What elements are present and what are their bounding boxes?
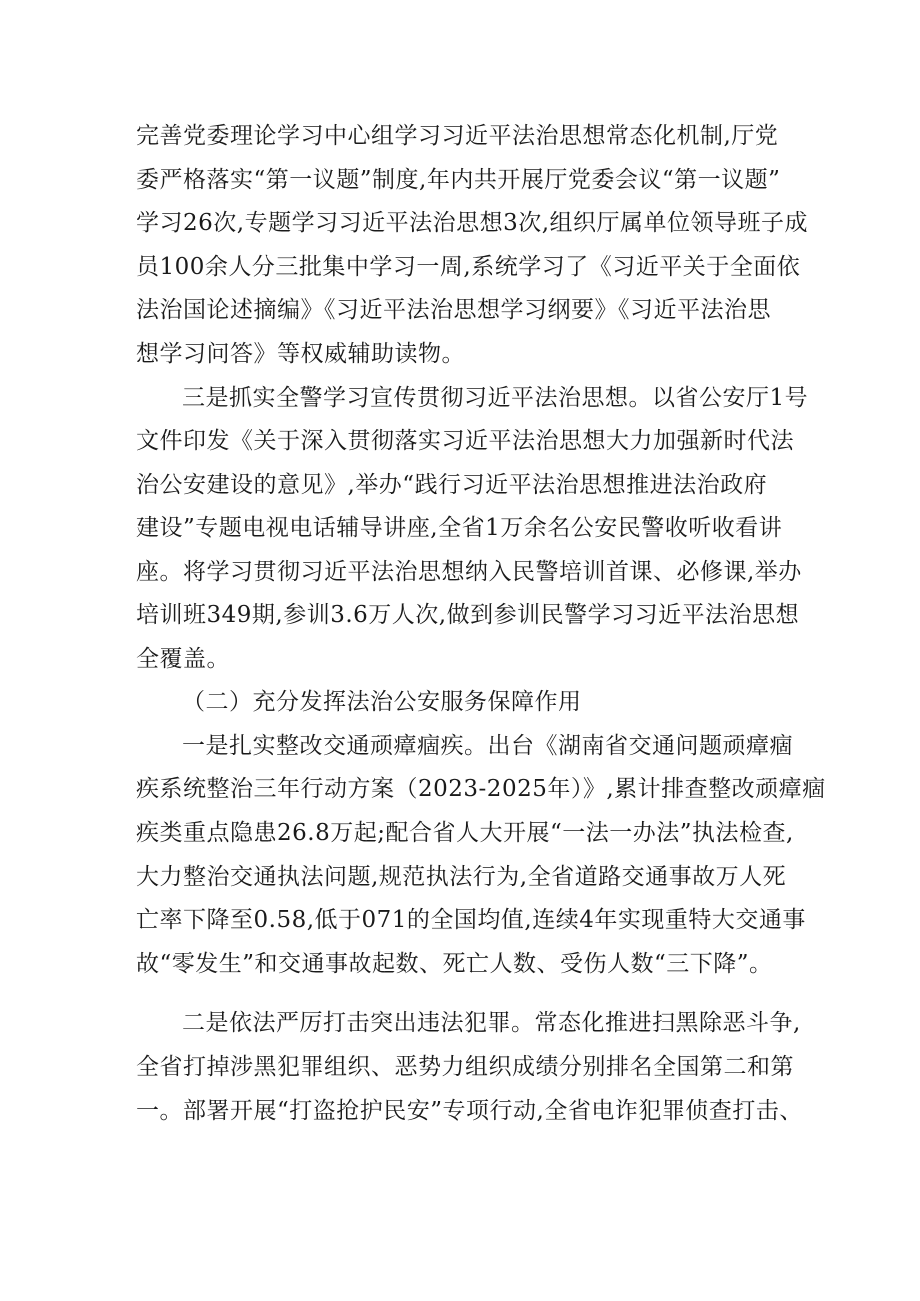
body-text-line: 一。部署开展“打盗抢护民安”专项行动,全省电诈犯罪侦查打击、 bbox=[136, 1098, 803, 1124]
body-text-line: 全覆盖。 bbox=[136, 646, 230, 672]
body-text-line: 文件印发《关于深入贯彻落实习近平法治思想大力加强新时代法 bbox=[136, 428, 794, 454]
body-text-line: 大力整治交通执法问题,规范执法行为,全省道路交通事故万人死 bbox=[136, 864, 787, 890]
body-text-line: 完善党委理论学习中心组学习习近平法治思想常态化机制,厅党 bbox=[136, 123, 779, 149]
body-text-line: 员100余人分三批集中学习一周,系统学习了《习近平关于全面依 bbox=[136, 254, 801, 280]
body-text-line: 疾系统整治三年行动方案（2023-2025年）》,累计排查整改顽瘴痼 bbox=[136, 776, 826, 802]
body-text-line: 建设”专题电视电话辅导讲座,全省1万余名公安民警收听收看讲 bbox=[136, 515, 783, 541]
body-text-line: 故“零发生”和交通事故起数、死亡人数、受伤人数“三下降”。 bbox=[136, 951, 773, 977]
body-text-line: 疾类重点隐患26.8万起;配合省人大开展“一法一办法”执法检查, bbox=[136, 820, 794, 846]
body-text-line: 培训班349期,参训3.6万人次,做到参训民警学习习近平法治思想 bbox=[136, 602, 800, 628]
body-text-line: 座。将学习贯彻习近平法治思想纳入民警培训首课、必修课,举办 bbox=[136, 559, 802, 585]
body-text-line: 亡率下降至0.58,低于071的全国均值,连续4年实现重特大交通事 bbox=[136, 907, 806, 933]
section-heading: （二）充分发挥法治公安服务保障作用 bbox=[182, 689, 582, 715]
body-text-line: 想学习问答》等权威辅助读物。 bbox=[136, 341, 465, 367]
paragraph-first-line: 一是扎实整改交通顽瘴痼疾。出台《湖南省交通问题顽瘴痼 bbox=[182, 733, 793, 759]
body-text-line: 学习26次,专题学习习近平法治思想3次,组织厅属单位领导班子成 bbox=[136, 210, 809, 236]
body-text-line: 委严格落实“第一议题”制度,年内共开展厅党委会议“第一议题” bbox=[136, 167, 781, 193]
body-text-line: 全省打掉涉黑犯罪组织、恶势力组织成绩分别排名全国第二和第 bbox=[136, 1054, 794, 1080]
paragraph-first-line: 三是抓实全警学习宣传贯彻习近平法治思想。以省公安厅1号 bbox=[182, 385, 809, 411]
paragraph-first-line: 二是依法严厉打击突出违法犯罪。常态化推进扫黑除恶斗争, bbox=[182, 1010, 801, 1036]
body-text-line: 法治国论述摘编》《习近平法治思想学习纲要》《习近平法治思 bbox=[136, 297, 771, 323]
body-text-line: 治公安建设的意见》,举办“践行习近平法治思想推进法治政府 bbox=[136, 472, 768, 498]
